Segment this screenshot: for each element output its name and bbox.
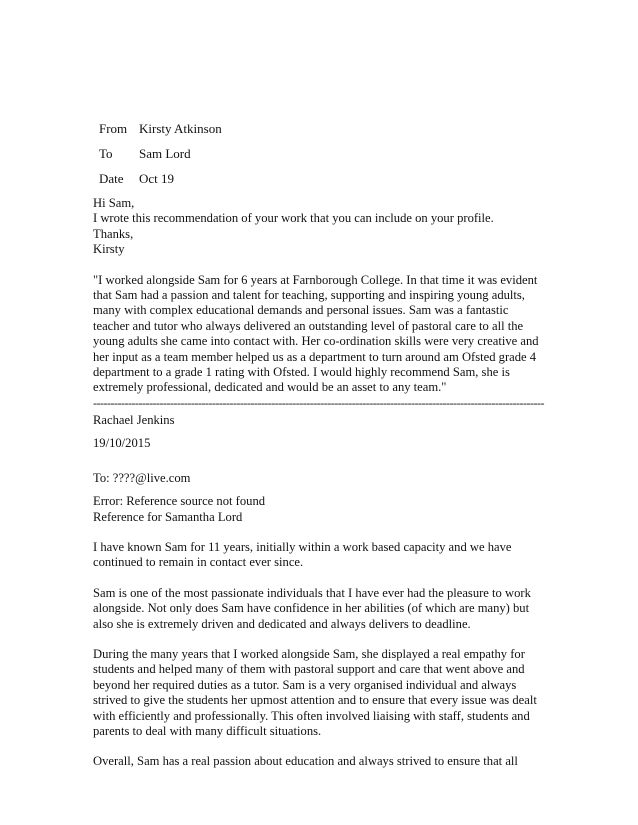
- letter-paragraph: [93, 754, 553, 769]
- note-line: Thanks,: [93, 226, 134, 241]
- to-value: Sam Lord: [139, 146, 191, 161]
- dashed-divider: ---------------------------------------------------------------------------------------------------------------------------------: [93, 395, 544, 410]
- paragraph-line: continued to remain in contact ever since.: [93, 555, 304, 570]
- letter-reference-line: Reference for Samantha Lord: [93, 509, 243, 524]
- paragraph-line: Sam is one of the most passionate individuals that I have ever had the pleasure to work: [93, 585, 531, 600]
- letter-paragraph: [93, 586, 553, 632]
- paragraph-line: students and helped many of them with pastoral support and care that went above and: [93, 662, 525, 677]
- from-label: From: [99, 121, 128, 136]
- intro-note: [93, 196, 553, 258]
- quote-line: her input as a team member helped us as a department to turn around am Ofsted grade 4: [93, 349, 537, 364]
- recommendation-quote: [93, 273, 553, 396]
- paragraph-line: beyond her required duties as a tutor. Sam is a very organised individual and always: [93, 677, 517, 692]
- quote-line: "I worked alongside Sam for 6 years at Farnborough College. In that time it was evident: [93, 272, 538, 287]
- letter-paragraph: [93, 540, 553, 571]
- quote-line: young adults she came into contact with. Her co-ordination skills were very creative and: [93, 334, 539, 349]
- letter-paragraph: [93, 647, 553, 739]
- letter-to-line: To: ????@live.com: [93, 470, 191, 485]
- note-line: Kirsty: [93, 242, 125, 257]
- quote-line: teacher and tutor who always delivered an outstanding level of pastoral care to all the: [93, 318, 524, 333]
- paragraph-line: During the many years that I worked alongside Sam, she displayed a real empathy for: [93, 646, 525, 661]
- paragraph-line: also she is extremely driven and dedicated and always delivers to deadline.: [93, 616, 471, 631]
- paragraph-line: I have known Sam for 11 years, initially within a work based capacity and we have: [93, 539, 512, 554]
- quote-line: many with complex educational demands and personal issues. Sam was a fantastic: [93, 303, 509, 318]
- quote-line: department to a grade 1 rating with Ofsted. I would highly recommend Sam, she is: [93, 365, 510, 380]
- note-line: Hi Sam,: [93, 196, 135, 210]
- signature-name: Rachael Jenkins: [93, 412, 175, 427]
- quote-line: that Sam had a passion and talent for teaching, supporting and inspiring young adults,: [93, 288, 525, 303]
- to-label: To: [99, 146, 113, 161]
- document-body: [93, 196, 553, 770]
- letter-error-line: Error: Reference source not found: [93, 494, 266, 509]
- from-value: Kirsty Atkinson: [139, 121, 222, 136]
- note-line: I wrote this recommendation of your work that you can include on your profile.: [93, 211, 494, 226]
- paragraph-line: with efficiently and professionally. This often involved liaising with staff, students and: [93, 708, 530, 723]
- paragraph-line: parents to deal with many difficult situations.: [93, 723, 322, 738]
- paragraph-line: strived to give the students her upmost attention and to ensure that every issue was dealt: [93, 693, 537, 708]
- date-value: Oct 19: [139, 171, 175, 186]
- paragraph-line: alongside. Not only does Sam have confidence in her abilities (of which are many) but: [93, 601, 530, 616]
- date-label: Date: [99, 171, 124, 186]
- signature-date: 19/10/2015: [93, 436, 151, 451]
- quote-line: extremely professional, dedicated and would be an asset to any team.": [93, 380, 447, 395]
- paragraph-line: Overall, Sam has a real passion about education and always strived to ensure that all: [93, 754, 518, 769]
